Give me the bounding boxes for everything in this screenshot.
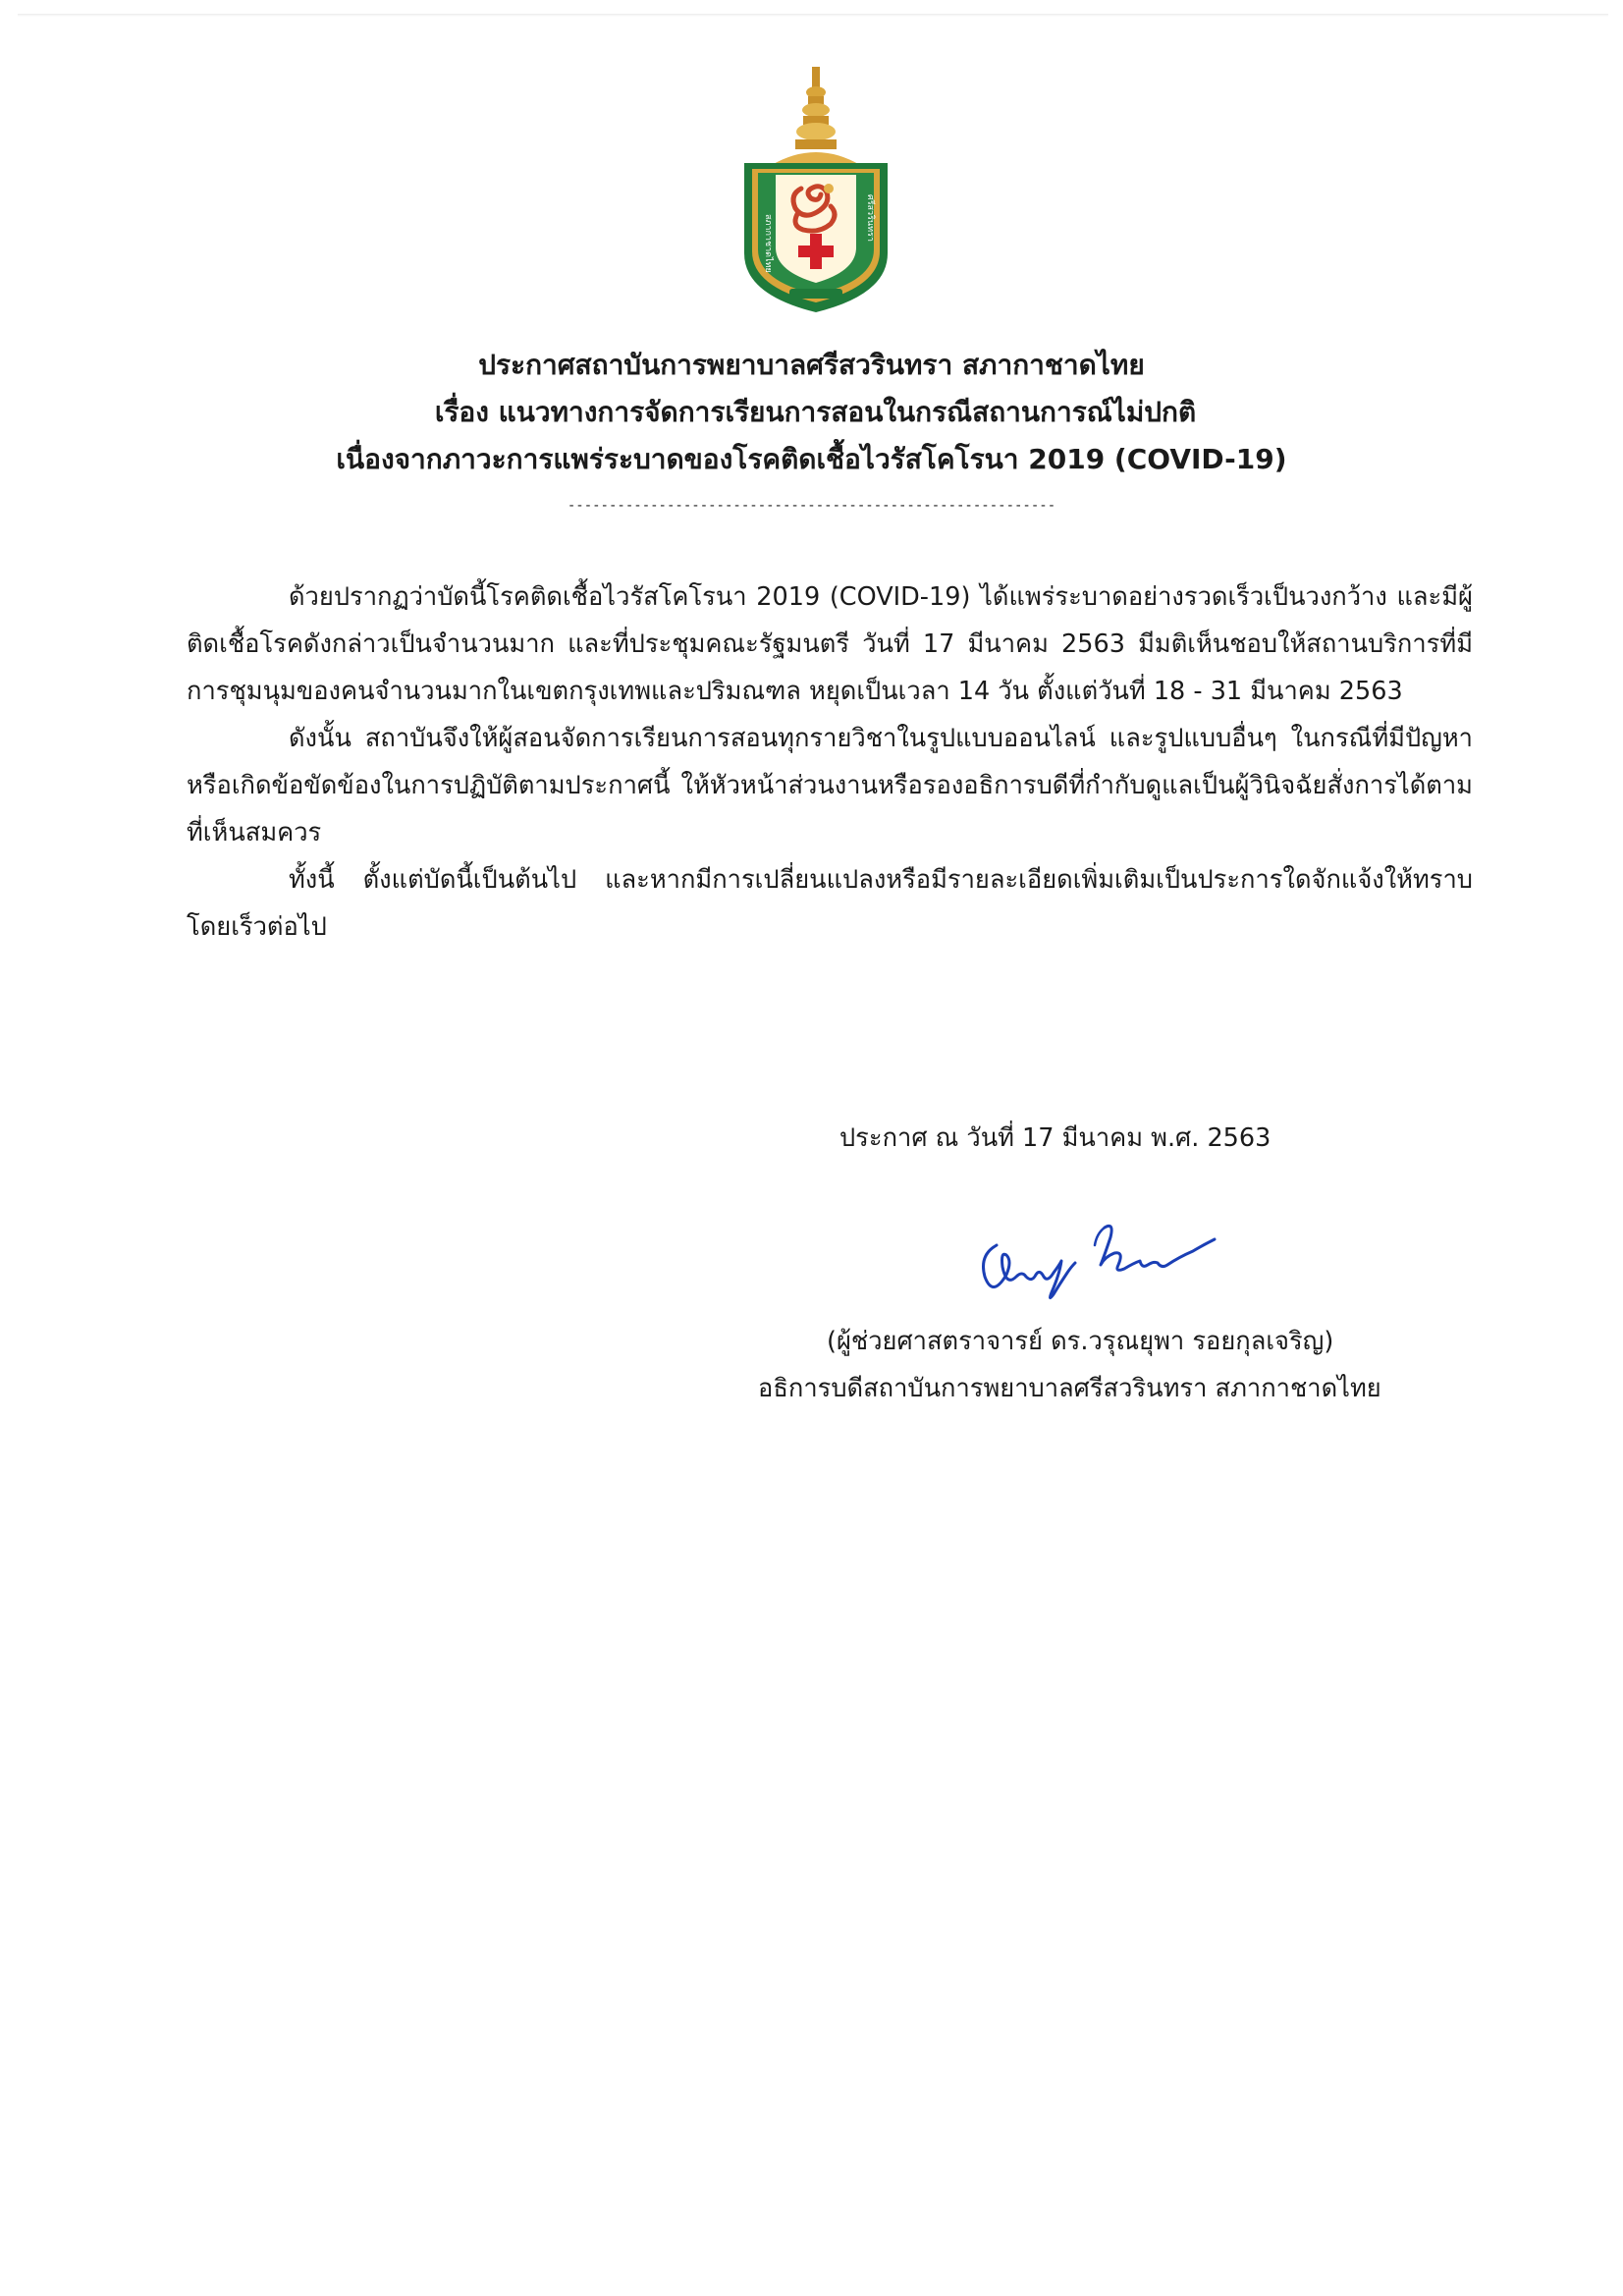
- announcement-body: [187, 574, 1473, 951]
- title-divider: -----------------------------------------------------------: [567, 498, 1056, 514]
- body-paragraph-2: ดังนั้น สถาบันจึงให้ผู้สอนจัดการเรียนการสอนทุกรายวิชาในรูปแบบออนไลน์ และรูปแบบอื่นๆ ในกรณีที่มีปัญหาหรือเกิดข้อขัดข้องในการปฏิบัติตามประกาศนี้ ให้หัวหน้าส่วนงานหรือรองอธิการบดีที่กำกับดูแลเป็นผู้วินิจฉัยสั่งการได้ตามที่เห็นสมควร: [187, 724, 1473, 847]
- announcement-date: ประกาศ ณ วันที่ 17 มีนาคม พ.ศ. 2563: [839, 1123, 1271, 1153]
- signer-position: อธิการบดีสถาบันการพยาบาลศรีสวรินทรา สภากาชาดไทย: [758, 1374, 1381, 1403]
- announcement-subject-cont: เนื่องจากภาวะการแพร่ระบาดของโรคติดเชื้อไวรัสโคโรนา 2019 (COVID-19): [336, 443, 1287, 475]
- hospital-emblem-icon: [732, 67, 899, 314]
- announcement-subject: เรื่อง แนวทางการจัดการเรียนการสอนในกรณีสถานการณ์ไม่ปกติ: [434, 396, 1197, 428]
- body-paragraph-3: ทั้งนี้ ตั้งแต่บัดนี้เป็นต้นไป และหากมีการเปลี่ยนแปลงหรือมีรายละเอียดเพิ่มเติมเป็นประการใดจักแจ้งให้ทราบโดยเร็วต่อไป: [187, 865, 1473, 942]
- announcement-header: [0, 342, 1623, 517]
- svg-text:สภากาชาดไทย: สภากาชาดไทย: [763, 214, 773, 273]
- announcement-title: ประกาศสถาบันการพยาบาลศรีสวรินทรา สภากาชาดไทย: [478, 349, 1145, 381]
- signer-name: (ผู้ช่วยศาสตราจารย์ ดร.วรุณยุพา รอยกุลเจริญ): [827, 1327, 1334, 1356]
- scan-edge: [18, 14, 1608, 17]
- body-paragraph-1: ด้วยปรากฏว่าบัดนี้โรคติดเชื้อไวรัสโคโรนา 2019 (COVID-19) ได้แพร่ระบาดอย่างรวดเร็วเป็นวงกว้าง และมีผู้ติดเชื้อโรคดังกล่าวเป็นจำนวนมาก และที่ประชุมคณะรัฐมนตรี วันที่ 17 มีนาคม 2563 มีมติเห็นชอบให้สถานบริการที่มีการชุมนุมของคนจำนวนมากในเขตกรุงเทพและปริมณฑล หยุดเป็นเวลา 14 วัน ตั้งแต่วันที่ 18 - 31 มีนาคม 2563: [187, 582, 1473, 706]
- svg-text:ศรีสวรินทรา: ศรีสวรินทรา: [865, 194, 875, 242]
- signature-icon: [957, 1216, 1222, 1314]
